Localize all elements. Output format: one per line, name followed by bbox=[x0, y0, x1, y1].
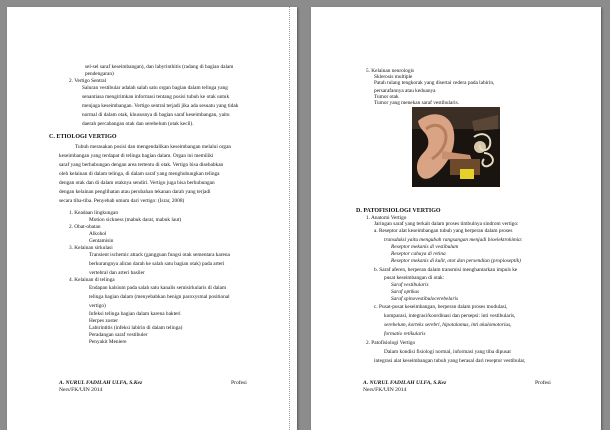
text-line: komparasi, integrasi/koordinasi dan persepsi: inti vestibularis, bbox=[384, 313, 516, 319]
text-line: Saraf vestibularis bbox=[391, 282, 429, 288]
text-line: Reseptor cahaya di retina bbox=[391, 251, 446, 257]
footer-author: A. NURUL FADILAH ULFA, S.Kez bbox=[363, 380, 447, 386]
text-line: Labirintitis (infeksi labirin di dalam telinga) bbox=[89, 325, 183, 331]
text-line: senantiasa mengirimkan informasi tentang posisi tubuh ke otak untuk bbox=[82, 94, 230, 100]
text-line: Tumor otak bbox=[374, 94, 399, 100]
text-line: vertigo) bbox=[89, 303, 106, 309]
text-line: Saraf optikus bbox=[391, 289, 420, 295]
text-line: keseimbangan yang terdapat di telinga bagian dalam. Organ ini memiliki bbox=[59, 153, 214, 159]
text-line: Dalam kondisi fisiologi normal, informasi yang tiba dipusat bbox=[384, 349, 511, 355]
text-line: Gentamisin bbox=[89, 238, 114, 244]
text-line: Jaringan saraf yang terkait dalam proses timbulnya sindrom vertigo: bbox=[374, 221, 519, 227]
text-line: Transient ischemic attack (gangguan fungsi otak sementara karena bbox=[89, 252, 230, 258]
footer-sub: Ners/FK/UIN 2014 bbox=[363, 387, 407, 393]
text-line: Herpes zoster bbox=[89, 318, 118, 324]
page-2 bbox=[311, 7, 601, 430]
list-item: b. Saraf aferen, berperan dalam transmisi menghantarkan impuls ke bbox=[374, 267, 518, 273]
list-item: 2. Patofisiologi Vertigo bbox=[366, 340, 416, 346]
text-line: Tubuh merasakan posisi dan mengendalikan keseimbangan melalui organ bbox=[75, 144, 232, 150]
text-line: telinga bagian dalam (menyebabkan benign paroxysmal positional bbox=[89, 294, 230, 300]
text-line: Reseptor mekanis di vestibulum bbox=[391, 244, 459, 250]
list-item: 3. Kelainan sirkulasi bbox=[69, 245, 113, 251]
text-line: persarafannya atau keduanya bbox=[374, 88, 436, 94]
text-line: pendengaran) bbox=[85, 71, 114, 77]
list-item: 1. Anatomi Vertigo bbox=[366, 215, 407, 221]
section-heading: C. ETIOLOGI VERTIGO bbox=[49, 134, 117, 140]
ear-anatomy-image bbox=[412, 107, 500, 187]
list-item: c. Pusat-pusat keseimbangan, berperan dalam proses modulasi, bbox=[374, 304, 508, 310]
text-line: Saraf spinovestibulocerebelaris bbox=[391, 296, 459, 302]
footer-author: A. NURUL FADILAH ULFA, S.Kez bbox=[59, 380, 143, 386]
footer-right: Profesi bbox=[231, 380, 247, 386]
text-line: Endapan kalsium pada salah satu kanalis semisirkularis di dalam bbox=[89, 285, 227, 291]
text-line: Penyakit Meniere bbox=[89, 339, 127, 345]
text-line: transduksi yaitu mengubah rangsangan menjadi bioelektrokimia: bbox=[384, 237, 523, 243]
text-line: Peradangan saraf vestibuler bbox=[89, 332, 148, 338]
text-line: Patah tulang tengkorak yang disertai cedera pada labirin, bbox=[374, 80, 495, 86]
list-item: 4. Kelainan di telinga bbox=[69, 277, 115, 283]
text-line: vertebral dan arteri basiler bbox=[89, 270, 145, 276]
text-line: serebelum, korteks serebri, hipotalamus, inti okulomotorius, bbox=[384, 322, 512, 328]
text-line: saraf yang berhubungan dengan area tertentu di otak. Vertigo bisa disebabkan bbox=[59, 162, 224, 168]
text-line: berkurangnya aliran darah ke salah satu bagian otak) pada arteri bbox=[89, 261, 225, 267]
list-item: a. Reseptor alat keseimbangan tubuh yang berperan dalam proses bbox=[374, 228, 513, 234]
text-line: Reseptor mekanis di kulit, otot dan persendian (propioseptik) bbox=[391, 258, 521, 264]
text-line: secara tiba-tiba. Penyebab umum dari vertigo: (Israr, 2008) bbox=[59, 198, 185, 204]
text-line: Alkohol bbox=[89, 231, 107, 237]
footer-right: Profesi bbox=[535, 380, 551, 386]
list-item: 5. Kelainan neurologis bbox=[366, 68, 415, 74]
text-line: Motion sickness (mabuk darat, mabuk laut) bbox=[89, 217, 182, 223]
text-line: formatio retikularis bbox=[384, 331, 426, 337]
text-line: daerah percabangan otak dan serebelum (otak kecil). bbox=[82, 121, 194, 127]
text-line: Infeksi telinga bagian dalam karena bakteri bbox=[89, 311, 181, 317]
list-item: 2. Obat-obatan bbox=[69, 224, 101, 230]
text-line: menjaga keseimbangan. Vertigo sentral terjadi jika ada sesuatu yang tidak bbox=[82, 103, 239, 109]
page-1 bbox=[7, 7, 297, 430]
list-item: 1. Keadaan lingkungan bbox=[69, 210, 118, 216]
text-line: Sklerosis multiple bbox=[374, 74, 413, 80]
text-line: pusat keseimbangan di otak: bbox=[384, 275, 445, 281]
text-line: integrasi alat keseimbangan tubuh yang berasal dari reseptor vestibular, bbox=[374, 358, 526, 364]
footer-sub: Ners/FK/UIN 2014 bbox=[59, 387, 103, 393]
text-line: normal di dalam otak, khususnya di bagian saraf keseimbangan, yaitu bbox=[82, 112, 230, 118]
section-heading: D. PATOFISIOLOGI VERTIGO bbox=[356, 208, 441, 214]
page-edge bbox=[289, 7, 294, 430]
text-line: dengan otak dan di dalam otaknya sendiri. Vertigo juga bisa berhubungan bbox=[59, 180, 215, 186]
text-line: oleh kelainan di dalam telinga, di dalam saraf yang menghubungkan telinga bbox=[59, 171, 220, 177]
text-line: Tumor yang menekan saraf vestibularis. bbox=[374, 100, 459, 106]
text-line: dengan kelainan penglihatan atau perubahan tekanan darah yang terjadi bbox=[59, 189, 211, 195]
text-line: sel-sel saraf keseimbangan), dan labyrinthitis (radang di bagian dalam bbox=[85, 64, 234, 70]
list-heading: 2. Vertigo Sentral bbox=[69, 78, 107, 84]
text-line: Saluran vestibular adalah salah satu organ bagian dalam telinga yang bbox=[82, 85, 228, 91]
